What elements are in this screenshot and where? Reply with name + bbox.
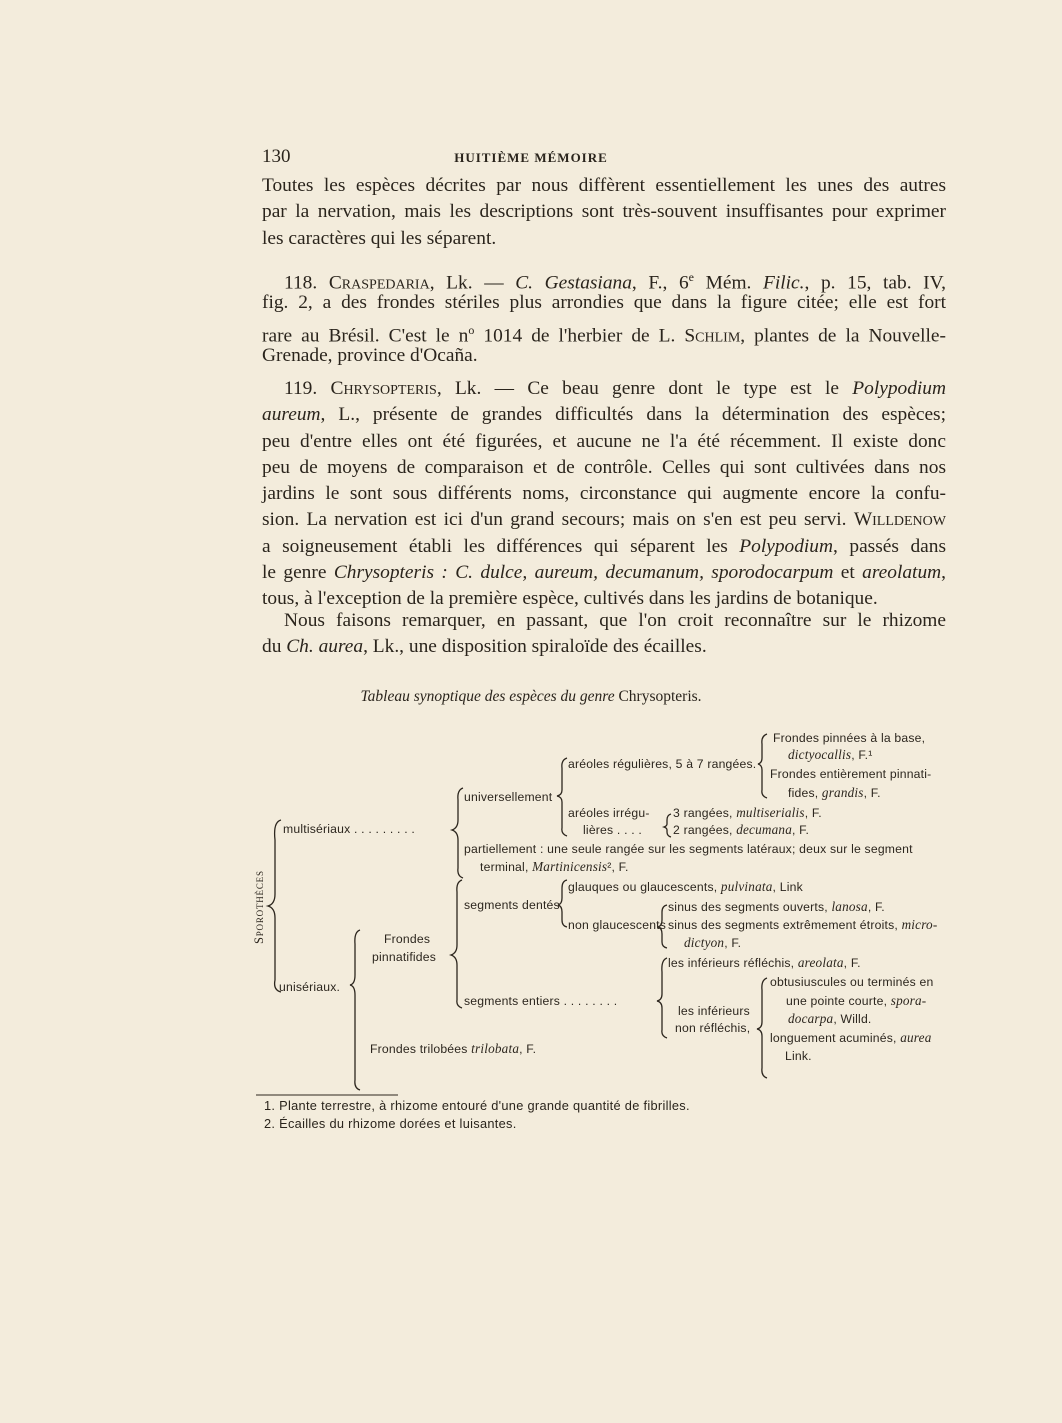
multiserialis-label: 3 rangées, multiserialis, F. (673, 805, 822, 820)
areoles-regulieres-label: aréoles régulières, 5 à 7 rangées. (568, 757, 757, 771)
grandis-label: fides, grandis, F. (788, 785, 881, 800)
table-title-genus: Chrysopteris. (614, 688, 702, 705)
partiellement-label: partiellement : une seule rangée sur les segments latéraux; deux sur le segment (464, 842, 913, 856)
text-line: fig. 2, a des frondes stériles plus arrondies que dans la figure citée; elle est fort (262, 292, 946, 314)
running-title: HUITIÈME MÉMOIRE (454, 150, 608, 165)
uniseriaux-label: unisériaux. (279, 980, 341, 994)
text-line: du Ch. aurea, Lk., une disposition spiraloïde des écailles. (262, 636, 707, 658)
link-label: Link. (785, 1049, 812, 1063)
areoles-irregulieres-label: aréoles irrégu- (568, 806, 650, 820)
frondes-pinnatifides-label: Frondes (384, 932, 431, 946)
lieres-label: lières . . . . (583, 823, 643, 837)
text-line: sion. La nervation est ici d'un grand secours; mais on s'en est peu servi. Willdenow (262, 509, 946, 531)
footnote-1: 1. Plante terrestre, à rhizome entouré d'une grande quantité de fibrilles. (264, 1098, 690, 1113)
aurea-label: longuement acuminés, aurea (770, 1030, 932, 1045)
docarpa-label: docarpa, Willd. (788, 1011, 872, 1026)
text-line: tous, à l'exception de la première espèce, cultivés dans les jardins de botanique. (262, 588, 878, 610)
areolata-label: les inférieurs réfléchis, areolata, F. (668, 955, 861, 970)
decumana-label: 2 rangées, decumana, F. (673, 822, 810, 837)
text-line: peu de moyens de comparaison et de contrôle. Celles qui sont cultivées dans nos (262, 456, 946, 478)
text-line: les caractères qui les séparent. (262, 227, 497, 249)
lanosa-label: sinus des segments ouverts, lanosa, F. (668, 899, 885, 914)
universellement-label: universellement (464, 790, 553, 804)
non-glaucescents-label: non glaucescents (568, 918, 667, 932)
text-line: rare au Brésil. C'est le $n^o$ 1014 de l'herbier de L. Schlim, plantes de la Nouvelle- (262, 322, 946, 347)
dictyon-label: dictyon, F. (684, 935, 742, 950)
footnote-2: 2. Écailles du rhizome dorées et luisantes. (264, 1116, 517, 1131)
pulvinata-label: glauques ou glaucescents, pulvinata, Link (568, 879, 803, 894)
obtusiuscules-label: obtusiuscules ou terminés en (770, 975, 934, 989)
text-line: Grenade, province d'Ocaña. (262, 344, 478, 366)
text-line: aureum, L., présente de grandes difficultés dans la détermination des espèces; (262, 404, 946, 426)
microdictyon-label: sinus des segments extrêmement étroits, micro- (668, 917, 938, 932)
sporodocarpa-label: une pointe courte, spora- (786, 993, 927, 1008)
table-title-italic: Tableau synoptique des espèces du genre (360, 688, 615, 705)
text-line: peu d'entre elles ont été figurées, et aucune ne l'a été récemment. Il existe donc (262, 430, 946, 452)
text-line: le genre Chrysopteris : C. dulce, aureum, decumanum, sporodocarpum et areolatum, (262, 562, 947, 584)
sporotheces-label: Sporothèces (252, 870, 266, 944)
inferieurs-non-label: les inférieurs (678, 1004, 750, 1018)
text-line: Nous faisons remarquer, en passant, que l'on croit reconnaître sur le rhizome (284, 610, 946, 631)
text-line: jardins le sont sous différents noms, circonstance qui augmente encore la confu- (262, 483, 946, 505)
entierement-label: Frondes entièrement pinnati- (770, 767, 932, 781)
segments-dentes-label: segments dentés (464, 898, 560, 912)
multiseriaux-label: multisériaux . . . . . . . . . (283, 822, 415, 836)
martinicensis-label: terminal, Martinicensis², F. (480, 859, 629, 874)
page-number: 130 (262, 146, 291, 167)
text-line: par la nervation, mais les descriptions sont très-souvent insuffisantes pour exprimer (262, 201, 946, 223)
pinnees-base-label: Frondes pinnées à la base, (773, 731, 926, 745)
inferieurs-non-label-2: non réfléchis, (675, 1021, 751, 1035)
frondes-pinnatifides-label-2: pinnatifides (372, 950, 437, 964)
text-line: a soigneusement établi les différences qui séparent les Polypodium, passés dans (262, 535, 946, 557)
text-line: 118. Craspedaria, Lk. — C. Gestasiana, F., 6e Mém. Filic., p. 15, tab. IV, (284, 270, 946, 294)
text-line: Toutes les espèces décrites par nous diffèrent essentiellement les unes des autres (262, 175, 946, 196)
dictyocallis-label: dictyocallis, F.¹ (788, 747, 873, 762)
segments-entiers-label: segments entiers . . . . . . . . (464, 994, 618, 1008)
frondes-trilobees-label: Frondes trilobées trilobata, F. (370, 1041, 537, 1056)
text-line: 119. Chrysopteris, Lk. — Ce beau genre dont le type est le Polypodium (284, 378, 946, 399)
